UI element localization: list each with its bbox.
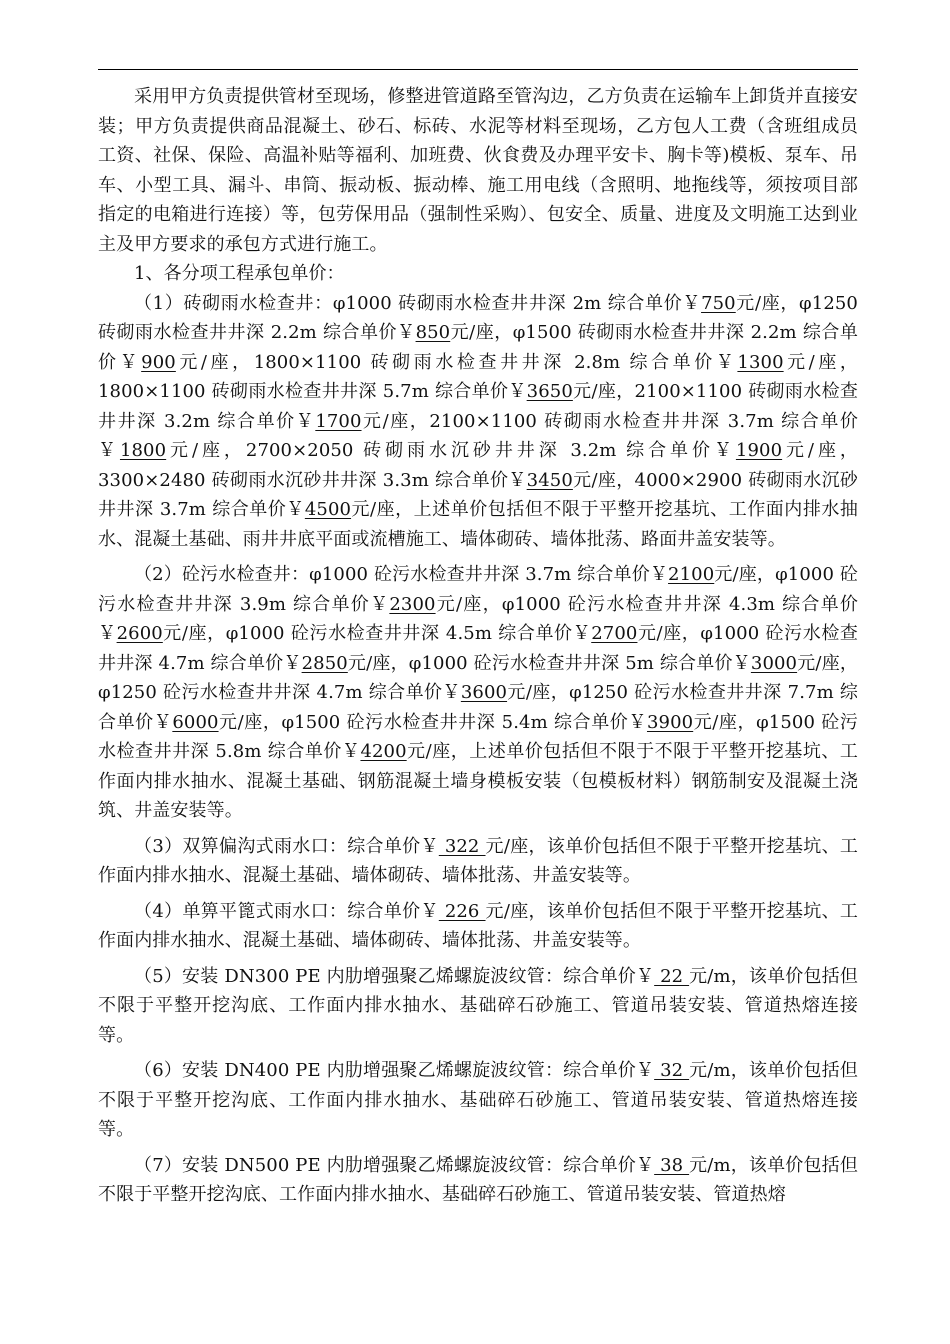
item-2-text: （2）砼污水检查井：φ1000 砼污水检查井井深 3.7m 综合单价￥: [134, 564, 669, 585]
item-1-text: 元/座，1800×1100 砖砌雨水检查井井深 2.8m 综合单价￥: [175, 351, 738, 373]
item-1-price: 850: [415, 322, 451, 343]
item-3-text: 元/座，该单价包括但不限于平整开挖基坑、工作面内排水抽水、混凝土基础、墙体砌砖、墙体批荡、井盖安装等。: [98, 835, 858, 886]
item-2-price: 2600: [116, 623, 163, 644]
item-7-price: 38: [654, 1154, 690, 1176]
item-1-text: 元/座，2100×1100 砖砌雨水检查井井深 3.2m 综合单价￥: [98, 381, 859, 432]
item-2-text: 元/座，φ1250 砼污水检查井井深 7.7m 综合单价￥: [98, 682, 858, 733]
item-1-text: 元/座，2700×2050 砖砌雨水沉砂井井深 3.2m 综合单价￥: [166, 440, 736, 461]
item-3-price: 322: [438, 835, 486, 857]
item-6-text: 元/m，该单价包括但不限于平整开挖沟底、工作面内排水抽水、基础碎石砂施工、管道吊装安装、管道热熔连接等。: [98, 1060, 858, 1140]
item-6-price: 32: [654, 1060, 690, 1081]
item-1-price: 3650: [526, 381, 573, 402]
intro-paragraph: 采用甲方负责提供管材至现场，修整进管道路至管沟边，乙方负责在运输车上卸货并直接安装；甲方负责提供商品混凝土、砂石、标砖、水泥等材料至现场，乙方包人工费（含班组成员工资、社保、保险、高温补贴等福利、加班费、伙食费及办理平安卡、胸卡等)模板、泵车、吊车、小型工具、漏斗、串筒、振动板、振动棒、施工用电线（含照明、地拖线等，须按项目部指定的电箱进行连接）等，包劳保用品（强制性采购）、包安全、质量、进度及文明施工达到业主及甲方要求的承包方式进行施工。: [98, 86, 858, 255]
item-2-paragraph: [98, 560, 858, 826]
item-2-text: 元/座，φ1000 砼污水检查井井深 3.9m 综合单价￥: [98, 564, 858, 615]
item-2-price: 2300: [389, 593, 436, 615]
item-2-text: 元/座，φ1000 砼污水检查井井深 4.3m 综合单价￥: [98, 593, 858, 644]
item-7-paragraph: [98, 1151, 858, 1210]
item-1-text: 元/座，2100×1100 砖砌雨水检查井井深 3.7m 综合单价￥: [98, 410, 858, 461]
item-4-paragraph: [98, 897, 858, 956]
item-2-text: 元/座，φ1000 砼污水检查井井深 4.5m 综合单价￥: [162, 623, 592, 644]
item-5-text: 元/m，该单价包括但不限于平整开挖沟底、工作面内排水抽水、基础碎石砂施工、管道吊装安装、管道热熔连接等。: [98, 965, 858, 1046]
item-4-text: （4）单箅平篦式雨水口：综合单价￥: [134, 900, 439, 922]
item-1-price: 4500: [304, 499, 352, 520]
item-2-price: 3900: [646, 711, 694, 733]
item-1-price: 1800: [119, 440, 167, 461]
item-5-price: 22: [654, 965, 690, 987]
item-1-price: 1700: [315, 410, 362, 432]
item-2-text: 元/座，φ1000 砼污水检查井井深 4.7m 综合单价￥: [98, 623, 858, 674]
item-2-text: 元/座，φ1500 砼污水检查井井深 5.8m 综合单价￥: [98, 711, 858, 762]
item-2-price: 4200: [360, 741, 407, 762]
item-1-text: 元/座，3300×2480 砖砌雨水沉砂井井深 3.3m 综合单价￥: [98, 440, 858, 491]
item-1-price: 750: [701, 292, 736, 314]
item-6-text: （6）安装 DN400 PE 内肋增强聚乙烯螺旋波纹管：综合单价￥: [134, 1060, 655, 1081]
item-2-text: 元/座，φ1000 砼污水检查井井深 5m 综合单价￥: [347, 652, 751, 674]
item-7-text: （7）安装 DN500 PE 内肋增强聚乙烯螺旋波纹管：综合单价￥: [134, 1154, 655, 1176]
item-2-price: 2100: [668, 564, 715, 585]
item-1-price: 3450: [526, 469, 573, 491]
item-2-price: 6000: [172, 711, 219, 733]
item-1-text: 元/座，1800×1100 砖砌雨水检查井井深 5.7m 综合单价￥: [98, 351, 859, 402]
item-2-text: 元/座，φ1250 砼污水检查井井深 4.7m 综合单价￥: [98, 652, 858, 703]
item-2-text: 元/座，φ1500 砼污水检查井井深 5.4m 综合单价￥: [218, 711, 647, 733]
item-1-text: 元/座，φ1500 砖砌雨水检查井井深 2.2m 综合单价￥: [98, 322, 858, 373]
document-body: [98, 82, 858, 1210]
item-1-price: 1300: [737, 351, 784, 373]
header-rule: [98, 69, 858, 70]
item-2-text: 元/座，上述单价包括但不限于不限于平整开挖基坑、工作面内排水抽水、混凝土基础、钢筋混凝土墙身模板安装（包模板材料）钢筋制安及混凝土浇筑、井盖安装等。: [98, 741, 859, 821]
section-title: 1、各分项工程承包单价：: [134, 263, 345, 284]
item-2-price: 2850: [301, 652, 348, 674]
item-5-text: （5）安装 DN300 PE 内肋增强聚乙烯螺旋波纹管：综合单价￥: [134, 965, 655, 987]
item-2-price: 3600: [460, 682, 508, 703]
item-6-paragraph: [98, 1056, 858, 1145]
item-4-price: 226: [438, 900, 486, 922]
item-3-text: （3）双箅偏沟式雨水口：综合单价￥: [134, 835, 439, 857]
item-1-paragraph: [98, 289, 858, 555]
item-7-text: 元/m，该单价包括但不限于平整开挖沟底、工作面内排水抽水、基础碎石砂施工、管道吊装安装、管道热熔: [98, 1154, 858, 1205]
item-1-text: 元/座，4000×2900 砖砌雨水沉砂井井深 3.7m 综合单价￥: [98, 469, 859, 520]
item-5-paragraph: [98, 962, 858, 1051]
item-1-text: 元/座，上述单价包括但不限于平整开挖基坑、工作面内排水抽水、混凝土基础、雨井井底平面或流槽施工、墙体砌砖、墙体批荡、路面井盖安装等。: [98, 499, 858, 550]
item-2-price: 2700: [591, 623, 638, 644]
item-4-text: 元/座，该单价包括但不限于平整开挖基坑、工作面内排水抽水、混凝土基础、墙体砌砖、墙体批荡、井盖安装等。: [98, 900, 858, 951]
item-2-price: 3000: [750, 652, 798, 674]
item-1-price: 900: [141, 351, 176, 373]
item-1-price: 1900: [735, 440, 783, 461]
item-1-text: 元/座，φ1250 砖砌雨水检查井井深 2.2m 综合单价￥: [98, 292, 858, 343]
item-1-text: （1）砖砌雨水检查井：φ1000 砖砌雨水检查井井深 2m 综合单价￥: [134, 292, 702, 314]
item-3-paragraph: [98, 832, 858, 891]
